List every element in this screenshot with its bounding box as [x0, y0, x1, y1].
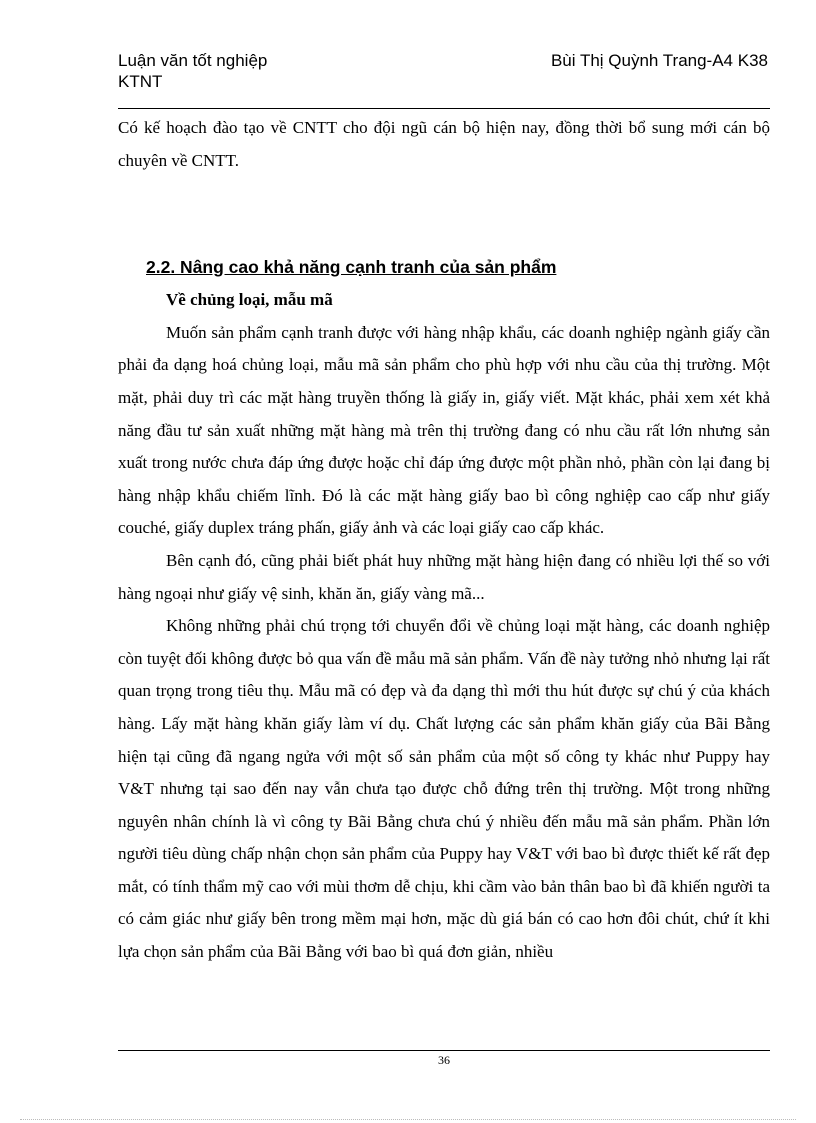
header-divider [118, 108, 770, 109]
paragraph-2: Bên cạnh đó, cũng phải biết phát huy những mặt hàng hiện đang có nhiều lợi thế so với hàng ngoại như giấy vệ sinh, khăn ăn, giấy vàng mã... [118, 550, 770, 603]
section-heading: 2.2. Nâng cao khả năng cạnh tranh của sản phẩm [146, 257, 557, 278]
header-left [118, 50, 418, 92]
paragraph-3: Không những phải chú trọng tới chuyển đổi về chủng loại mặt hàng, các doanh nghiệp còn tuyệt đối không được bỏ qua vấn đề mẫu mã sản phẩm. Vấn đề này tưởng nhỏ nhưng lại rất quan trọng trong tiêu thụ. Mẫu mã có đẹp và đa dạng thì mới thu hút được sự chú ý của khách hàng. Lấy mặt hàng khăn giấy làm ví dụ. Chất lượng các sản phẩm khăn giấy của Bãi Bằng hiện tại cũng đã ngang ngửa với một số sản phẩm của một số công ty khác như Puppy hay V&T nhưng tại sao đến nay vẫn chưa tạo được chỗ đứng trên thị trường. Một trong những nguyên nhân chính là vì công ty Bãi Bằng chưa chú ý nhiều đến mẫu mã sản phẩm. Phần lớn người tiêu dùng chấp nhận chọn sản phẩm của Puppy hay V&T với bao bì được thiết kế rất đẹp mắt, có tính thẩm mỹ cao với mùi thơm dễ chịu, khi cầm vào bản thân bao bì đã khiến người ta có cảm giác như giấy bên trong mềm mại hơn, mặc dù giá bán có cao hơn đôi chút, chứ ít khi lựa chọn sản phẩm của Bãi Bằng với bao bì quá đơn giản, nhiều [118, 616, 770, 962]
header-thesis-title: Luận văn tốt nghiệp [118, 51, 268, 70]
document-body [118, 112, 770, 969]
intro-paragraph: Có kế hoạch đào tạo về CNTT cho đội ngũ cán bộ hiện nay, đồng thời bổ sung mới cán bộ chuyên về CNTT. [118, 118, 770, 170]
header-author: Bùi Thị Quỳnh Trang-A4 K38 [550, 51, 768, 70]
footer-divider [118, 1050, 770, 1051]
page-edge-dotted-line [20, 1119, 796, 1120]
paragraph-1: Muốn sản phẩm cạnh tranh được với hàng nhập khẩu, các doanh nghiệp ngành giấy cần phải đa dạng hoá chủng loại, mẫu mã sản phẩm cho phù hợp với nhu cầu của thị trường. Một mặt, phải duy trì các mặt hàng truyền thống là giấy in, giấy viết. Mặt khác, phải xem xét khả năng đầu tư sản xuất những mặt hàng mà trên thị trường đang có nhu cầu rất lớn nhưng sản xuất trong nước chưa đáp ứng được hoặc chỉ đáp ứng được một phần nhỏ, phần còn lại đang bị hàng nhập khẩu chiếm lĩnh. Đó là các mặt hàng giấy bao bì công nghiệp cao cấp như giấy couché, giấy duplex tráng phấn, giấy ảnh và các loại giấy cao cấp khác. [118, 322, 770, 538]
subheading: Về chủng loại, mẫu mã [166, 290, 333, 310]
page-number: 36 [438, 1053, 450, 1067]
header-department: KTNT [118, 72, 163, 91]
